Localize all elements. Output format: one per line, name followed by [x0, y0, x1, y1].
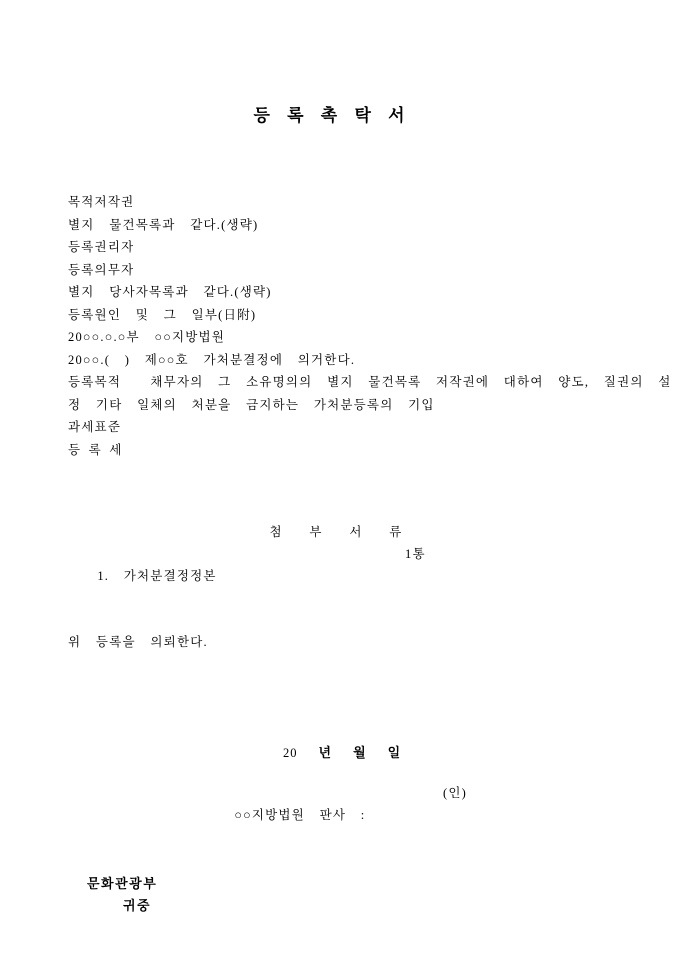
- body-line-party-list-ref: 별지 당사자목록과 같다.(생략): [68, 285, 272, 299]
- body-line-registration-purpose-2: 정 기타 일체의 처분을 금지하는 가처분등록의 기입: [68, 397, 435, 412]
- document-title: 등 록 촉 탁 서: [253, 106, 407, 125]
- body-line-tax-base: 과세표준: [68, 420, 122, 434]
- body-line-decision-number: 20○○.( ) 제○○호 가처분결정에 의거한다.: [68, 352, 356, 367]
- attachment-item-count: 1통: [405, 547, 426, 561]
- date-month-unit: 월: [353, 745, 367, 760]
- recipient-name: 문화관광부: [87, 876, 158, 891]
- document-body: [68, 191, 672, 461]
- body-line-property-list-ref: 별지 물건목록과 같다.(생략): [68, 217, 259, 232]
- attachments-heading: 첨 부 서 류: [269, 525, 403, 539]
- date-year-unit: 년: [318, 745, 333, 760]
- attachment-item-row: [68, 543, 628, 631]
- date-year-prefix: 20: [283, 746, 298, 760]
- date-day-unit: 일: [387, 745, 402, 760]
- attachment-item-label: 1. 가처분결정정본: [97, 569, 217, 583]
- court-judge-label: ○○지방법원 판사 :: [234, 808, 366, 822]
- body-line-purpose-copyright: 목적저작권: [68, 195, 135, 209]
- body-line-registration-obligor: 등록의무자: [68, 262, 135, 277]
- recipient-line: [68, 851, 157, 939]
- body-line-court-date: 20○○.○.○부 ○○지방법원: [68, 330, 226, 344]
- body-line-registration-rights-holder: 등록권리자: [68, 240, 135, 254]
- signature-line: [205, 782, 605, 870]
- body-line-registration-tax: 등 록 세: [68, 442, 123, 457]
- body-line-registration-purpose-1: 등록목적 채무자의 그 소유명의의 별지 물건목록 저작권에 대하여 양도, 질권의 설: [68, 375, 672, 389]
- recipient-honorific: 귀중: [123, 898, 152, 913]
- request-statement: 위 등록을 의뢰한다.: [68, 635, 208, 649]
- date-line: [283, 743, 401, 763]
- body-line-registration-cause: 등록원인 및 그 일부(日附): [68, 307, 257, 322]
- seal-placeholder: (인): [443, 786, 468, 800]
